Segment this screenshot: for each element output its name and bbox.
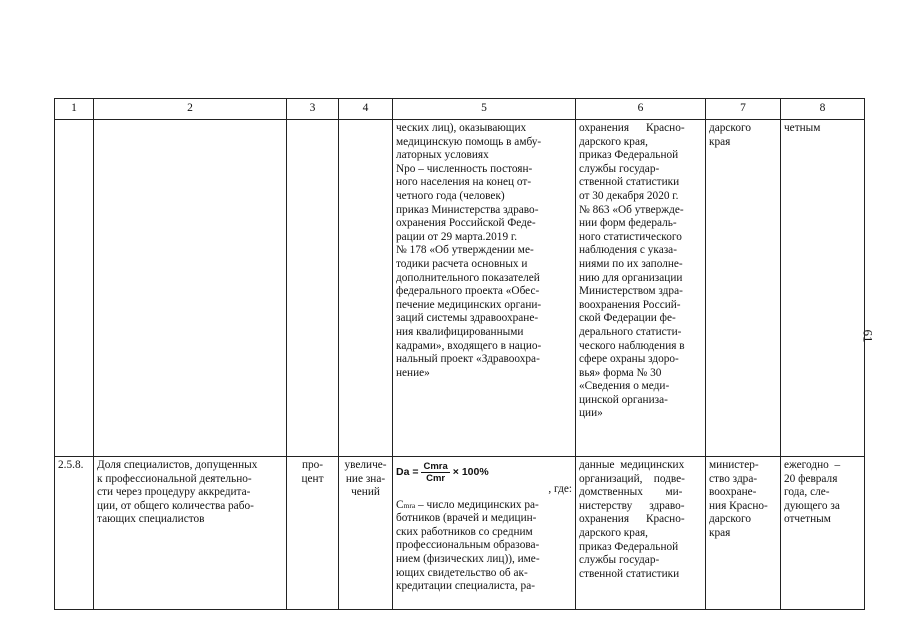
unit-cell: про- цент [287, 457, 339, 610]
table-cell [55, 120, 94, 457]
formula-multiplier: × 100% [452, 465, 489, 478]
deadline-cell: ежегодно – 20 февраля года, сле- дующего за отчетным [781, 457, 865, 610]
header-cell: 5 [393, 99, 576, 120]
indicators-table [54, 98, 865, 610]
formula-denominator: Cmr [426, 473, 446, 484]
def-subscript: mra [403, 500, 416, 510]
deadline-cell: четным [781, 120, 865, 457]
formula-numerator: Cmra [423, 461, 448, 472]
header-cell: 4 [339, 99, 393, 120]
table-row [55, 457, 865, 610]
table-header-row [55, 99, 865, 120]
header-cell: 2 [94, 99, 287, 120]
indicator-name-cell: Доля специалистов, допущенных к профессиональной деятельно- сти через процедуру аккредита- ции, от общего количества рабо- тающих специалистов [94, 457, 287, 610]
header-cell: 6 [576, 99, 706, 120]
responsible-cell: министер- ство здра- воохране- ния Красно- дарского края [706, 457, 781, 610]
trend-cell: увеличе- ние зна- чений [339, 457, 393, 610]
data-source-cell: данные медицинских организаций, подве- домственных ми- нистерству здраво- охранения Красно- дарского края, приказ Федеральной службы государ- ственной статистики [576, 457, 706, 610]
data-source-cell: охранения Красно- дарского края, приказ Федеральной службы государ- ственной статистики от 30 декабря 2020 г. № 863 «Об утвержде- нии форм федераль- ного статистического наблюдения с указа- ниями по их заполне- нию для организации Министерством здра- воохранения Россий- ской Федерации фе- дерального статисти- ческого наблюдения в сфере охраны здоро- вья» форма № 30 «Сведения о меди- цинской организа- ции» [576, 120, 706, 457]
table-cell [339, 120, 393, 457]
formula [396, 461, 572, 484]
page-number: 61 [860, 329, 876, 343]
formula-fraction [421, 461, 449, 484]
header-cell: 7 [706, 99, 781, 120]
formula-lhs: Da = [396, 465, 419, 478]
formula-where: , где: [548, 483, 572, 495]
table-cell [287, 120, 339, 457]
def-text: – число медицинских ра- ботников (врачей и медицин- ских работников со средним профессиональным образова- нием (физических лиц)), име- ющих свидетельство об ак- кредитации специалиста, ра- [396, 498, 540, 593]
def-symbol: C [396, 498, 404, 511]
calculation-method-cell: ческих лиц), оказывающих медицинскую помощь в амбу- латорных условиях Npo – численность постоян- ного населения на конец от- четного года (человек) приказ Министерства здраво- охранения Российской Феде- рации от 29 марта.2019 г. № 178 «Об утверждении ме- тодики расчета основных и дополнительного показателей федерального проекта «Обес- печение медицинских органи- заций системы здравоохране- ния квалифицированными кадрами», входящего в нацио- нальный проект «Здравоохра- нение» [393, 120, 576, 457]
formula-definition [396, 499, 572, 594]
row-number-cell: 2.5.8. [55, 457, 94, 610]
header-cell: 1 [55, 99, 94, 120]
header-cell: 8 [781, 99, 865, 120]
calculation-method-cell [393, 457, 576, 610]
table-cell [94, 120, 287, 457]
header-cell: 3 [287, 99, 339, 120]
responsible-cell: дарского края [706, 120, 781, 457]
table-row [55, 120, 865, 457]
